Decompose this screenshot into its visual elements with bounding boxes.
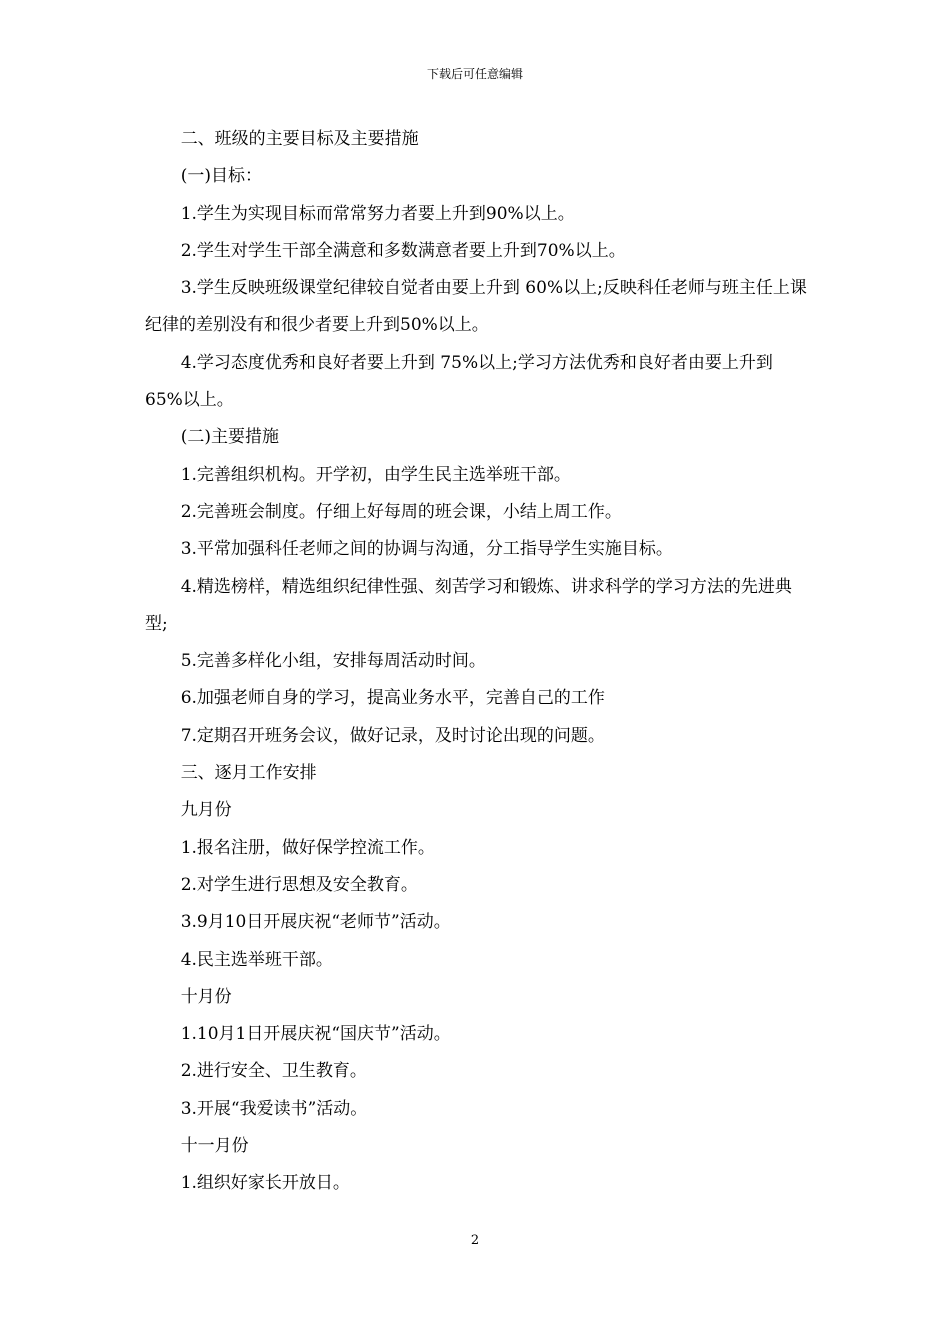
paragraph: 4.学习态度优秀和良好者要上升到 75%以上;学习方法优秀和良好者由要上升到65%以上。 <box>145 352 773 411</box>
paragraph: 1.完善组织机构。开学初，由学生民主选举班干部。 <box>180 464 571 485</box>
page-number: 2 <box>470 1233 480 1248</box>
month-heading: 十月份 <box>180 986 232 1007</box>
paragraph: 1.报名注册，做好保学控流工作。 <box>180 837 435 858</box>
subsection-heading: (一)目标： <box>180 166 262 187</box>
section-heading: 二、班级的主要目标及主要措施 <box>180 129 419 149</box>
paragraph: 2.完善班会制度。仔细上好每周的班会课，小结上周工作。 <box>180 501 622 522</box>
paragraph: 7.定期召开班务会议，做好记录，及时讨论出现的问题。 <box>180 725 605 746</box>
paragraph: 3.开展“我爱读书”活动。 <box>180 1098 368 1119</box>
paragraph: 4.民主选举班干部。 <box>180 949 333 970</box>
subsection-heading: (二)主要措施 <box>180 427 279 448</box>
document-body <box>145 121 810 1203</box>
paragraph: 3.平常加强科任老师之间的协调与沟通，分工指导学生实施目标。 <box>180 539 673 560</box>
paragraph: 1.10月1日开展庆祝“国庆节”活动。 <box>180 1024 451 1045</box>
paragraph: 5.完善多样化小组，安排每周活动时间。 <box>180 651 486 672</box>
section-heading: 三、逐月工作安排 <box>180 763 317 784</box>
month-heading: 十一月份 <box>180 1136 249 1157</box>
paragraph: 6.加强老师自身的学习，提高业务水平，完善自己的工作 <box>180 688 605 709</box>
paragraph: 3.学生反映班级课堂纪律较自觉者由要上升到 60%以上;反映科任老师与班主任上课纪律的差别没有和很少者要上升到50%以上。 <box>145 278 807 336</box>
paragraph: 2.对学生进行思想及安全教育。 <box>180 874 418 895</box>
paragraph: 4.精选榜样，精选组织纪律性强、刻苦学习和锻炼、讲求科学的学习方法的先进典型; <box>145 576 792 634</box>
paragraph: 1.组织好家长开放日。 <box>180 1173 350 1194</box>
paragraph: 2.学生对学生干部全满意和多数满意者要上升到70%以上。 <box>180 240 626 261</box>
paragraph: 1.学生为实现目标而常常努力者要上升到90%以上。 <box>180 203 575 224</box>
paragraph: 2.进行安全、卫生教育。 <box>180 1061 367 1082</box>
paragraph: 3.9月10日开展庆祝“老师节”活动。 <box>180 912 451 933</box>
page-header: 下载后可任意编辑 <box>426 67 523 81</box>
month-heading: 九月份 <box>180 800 232 821</box>
